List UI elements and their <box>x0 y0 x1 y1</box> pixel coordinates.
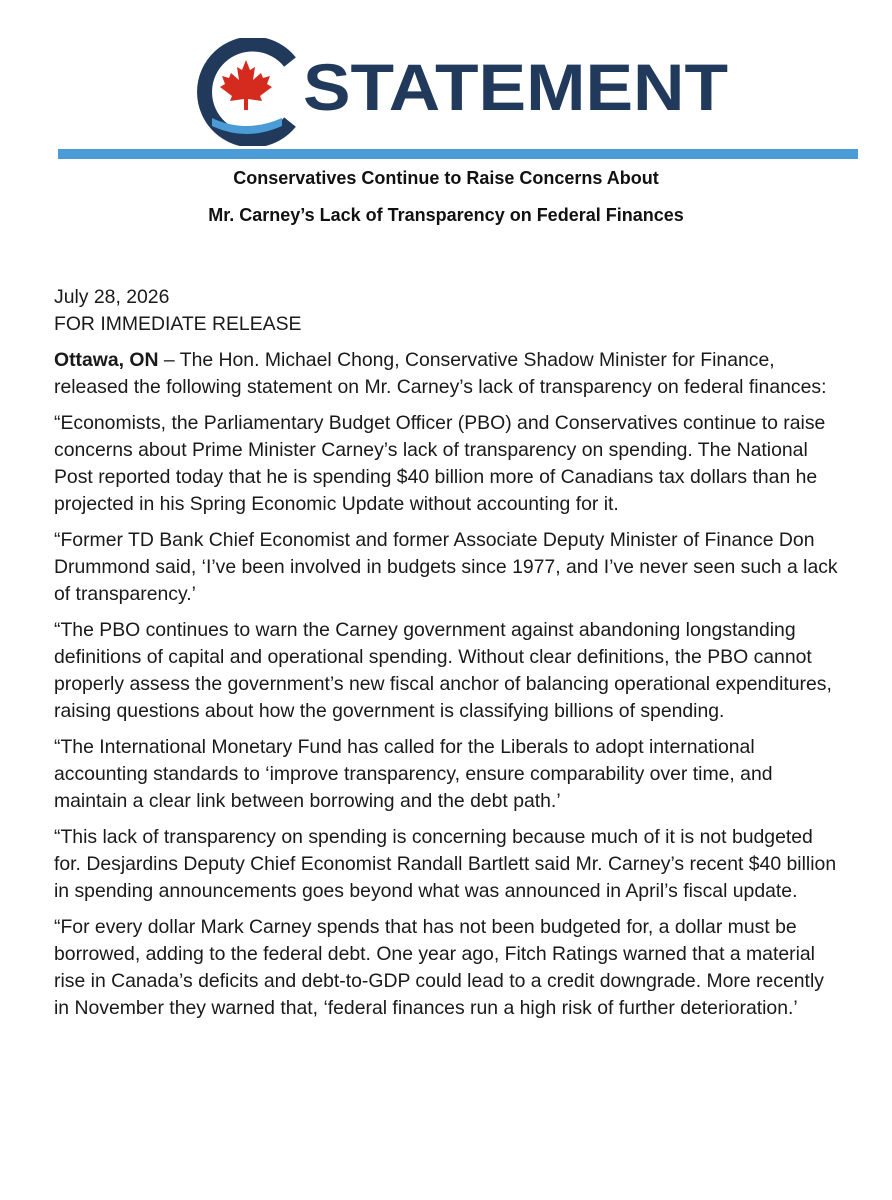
headline-line-2: Mr. Carney’s Lack of Transparency on Federal Finances <box>208 205 684 225</box>
body-paragraph: “Economists, the Parliamentary Budget Officer (PBO) and Conservatives continue to raise concerns about Prime Minister Carney’s lack of transparency on spending. The National Post reported today that he is spending $40 billion more of Canadians tax dollars than he projected in his Spring Economic Update without accounting for it. <box>54 412 826 515</box>
header-divider <box>58 149 858 159</box>
body-paragraph: “For every dollar Mark Carney spends that has not been budgeted for, a dollar must be borrowed, adding to the federal debt. One year ago, Fitch Ratings warned that a material rise in Canada’s deficits and debt-to-GDP could lead to a credit downgrade. More recently in November they warned that, ‘federal finances run a high risk of further deterioration.’ <box>54 916 824 1019</box>
maple-leaf-icon <box>220 60 272 110</box>
conservative-c-maple-leaf-logo <box>190 38 302 146</box>
statement-header <box>0 0 892 160</box>
statement-body <box>54 284 844 1031</box>
intro-paragraph <box>54 347 844 401</box>
body-paragraph: “Former TD Bank Chief Economist and former Associate Deputy Minister of Finance Don Drummond said, ‘I’ve been involved in budgets since 1977, and I’ve never seen such a lack of transparency.’ <box>54 529 838 605</box>
release-status: FOR IMMEDIATE RELEASE <box>54 313 302 335</box>
dateline: Ottawa, ON <box>54 349 159 371</box>
intro-text: – The Hon. Michael Chong, Conservative Shadow Minister for Finance, released the following statement on Mr. Carney’s lack of transparency on federal finances: <box>54 349 827 398</box>
release-meta <box>54 284 844 338</box>
release-date: July 28, 2026 <box>54 286 170 308</box>
body-paragraph: “The International Monetary Fund has called for the Liberals to adopt international accounting standards to ‘improve transparency, ensure comparability over time, and maintain a clear link between borrowing and the debt path.’ <box>54 736 773 812</box>
body-paragraph: “The PBO continues to warn the Carney government against abandoning longstanding definitions of capital and operational spending. Without clear definitions, the PBO cannot properly assess the government’s new fiscal anchor of balancing operational expenditures, raising questions about how the government is classifying billions of spending. <box>54 619 832 722</box>
statement-wordmark: STATEMENT <box>303 50 729 124</box>
headline-line-1: Conservatives Continue to Raise Concerns About <box>233 168 659 188</box>
body-paragraph: “This lack of transparency on spending is concerning because much of it is not budgeted for. Desjardins Deputy Chief Economist Randall Bartlett said Mr. Carney’s recent $40 billion in spending announcements goes beyond what was announced in April’s fiscal update. <box>54 826 837 902</box>
